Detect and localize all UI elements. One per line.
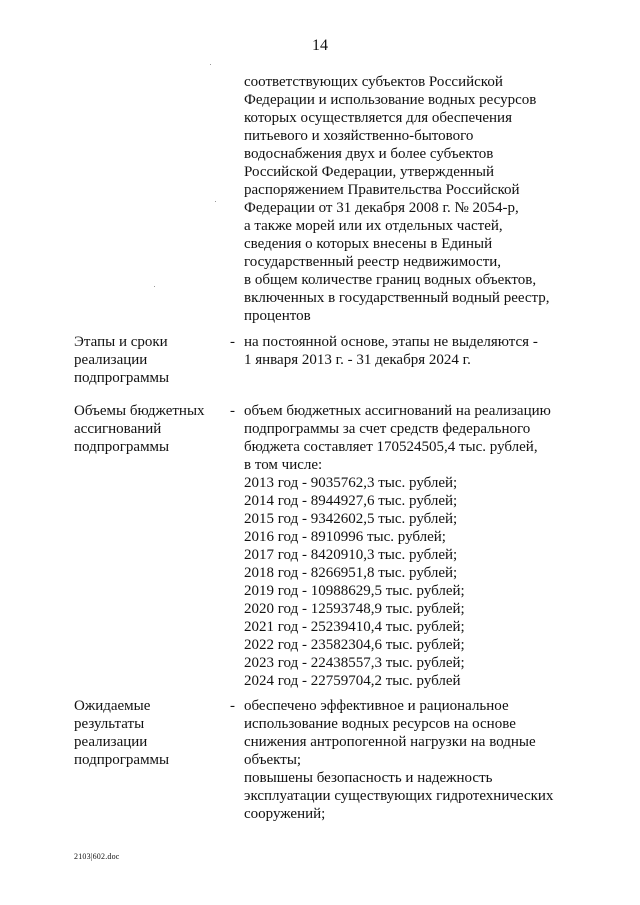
text-line: 2014 год - 8944927,6 тыс. рублей;	[244, 493, 458, 509]
text-line: включенных в государственный водный реестр,	[244, 290, 550, 306]
text-line: 2013 год - 9035762,3 тыс. рублей;	[244, 475, 458, 491]
text-line: 1 января 2013 г. - 31 декабря 2024 г.	[244, 352, 471, 368]
results-dash: -	[230, 698, 235, 714]
text-line: процентов	[244, 308, 311, 324]
text-line: распоряжением Правительства Российской	[244, 182, 520, 198]
text-line: сооружений;	[244, 806, 326, 822]
text-line: объекты;	[244, 752, 302, 768]
text-line: объем бюджетных ассигнований на реализацию	[244, 403, 551, 419]
budget-label: Объемы бюджетных ассигнований подпрограммы	[74, 403, 205, 455]
scan-speck	[210, 64, 211, 65]
text-line: а также морей или их отдельных частей,	[244, 218, 503, 234]
text-line: 2022 год - 23582304,6 тыс. рублей;	[244, 637, 465, 653]
continuation-text	[244, 73, 574, 325]
text-line: 2021 год - 25239410,4 тыс. рублей;	[244, 619, 465, 635]
budget-dash: -	[230, 403, 235, 419]
text-line: Федерации от 31 декабря 2008 г. № 2054-р,	[244, 200, 519, 216]
scan-speck	[215, 201, 216, 202]
text-line: снижения антропогенной нагрузки на водные	[244, 734, 536, 750]
text-line: 2017 год - 8420910,3 тыс. рублей;	[244, 547, 458, 563]
footer-file-name: 2103|602.doc	[74, 852, 120, 861]
text-line: 2023 год - 22438557,3 тыс. рублей;	[244, 655, 465, 671]
budget-text	[244, 402, 574, 690]
text-line: государственный реестр недвижимости,	[244, 254, 502, 270]
text-line: эксплуатации существующих гидротехнических	[244, 788, 554, 804]
text-line: сведения о которых внесены в Единый	[244, 236, 493, 252]
text-line: соответствующих субъектов Российской	[244, 74, 503, 90]
text-line: 2019 год - 10988629,5 тыс. рублей;	[244, 583, 465, 599]
scan-speck	[154, 286, 155, 287]
text-line: водоснабжения двух и более субъектов	[244, 146, 494, 162]
text-line: 2024 год - 22759704,2 тыс. рублей	[244, 673, 461, 689]
text-line: 2020 год - 12593748,9 тыс. рублей;	[244, 601, 465, 617]
stages-label: Этапы и сроки реализации подпрограммы	[74, 334, 170, 386]
stages-text	[244, 333, 574, 369]
text-line: 2015 год - 9342602,5 тыс. рублей;	[244, 511, 458, 527]
results-text	[244, 697, 574, 823]
text-line: обеспечено эффективное и рациональное	[244, 698, 509, 714]
text-line: Федерации и использование водных ресурсов	[244, 92, 537, 108]
text-line: в том числе:	[244, 457, 323, 473]
page-number: 14	[312, 37, 328, 54]
text-line: которых осуществляется для обеспечения	[244, 110, 512, 126]
text-line: на постоянной основе, этапы не выделяются -	[244, 334, 538, 350]
results-label: Ожидаемые результаты реализации подпрограммы	[74, 698, 170, 768]
text-line: подпрограммы за счет средств федерального	[244, 421, 531, 437]
text-line: 2018 год - 8266951,8 тыс. рублей;	[244, 565, 458, 581]
text-line: использование водных ресурсов на основе	[244, 716, 516, 732]
stages-dash: -	[230, 334, 235, 350]
text-line: повышены безопасность и надежность	[244, 770, 493, 786]
text-line: питьевого и хозяйственно-бытового	[244, 128, 474, 144]
text-line: 2016 год - 8910996 тыс. рублей;	[244, 529, 446, 545]
text-line: бюджета составляет 170524505,4 тыс. рублей,	[244, 439, 538, 455]
text-line: в общем количестве границ водных объектов,	[244, 272, 537, 288]
text-line: Российской Федерации, утвержденный	[244, 164, 495, 180]
